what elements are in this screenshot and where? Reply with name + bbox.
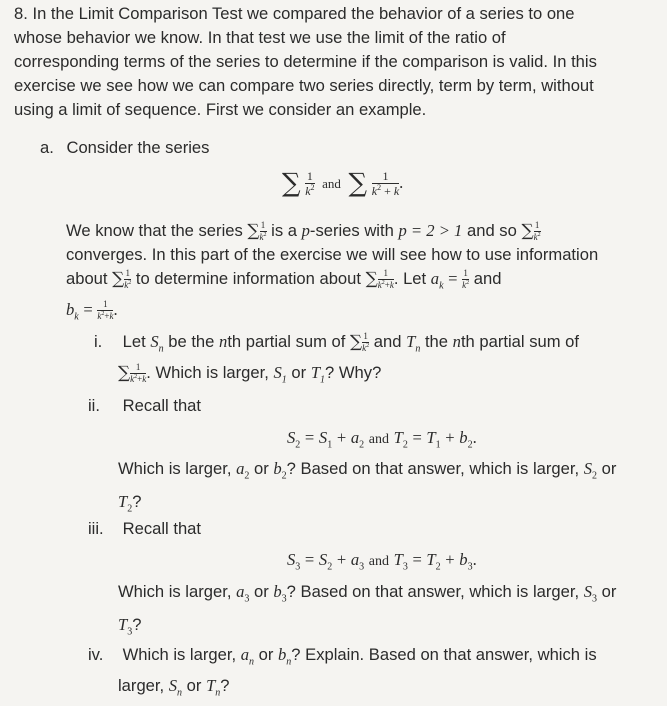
item-iii	[88, 517, 658, 541]
fraction-1-over-k2: $\frac{1}{k^2}$	[124, 268, 132, 290]
sigma-symbol: ∑	[350, 332, 363, 352]
fraction-1-over-k2: $\frac{1}{k^2}$	[533, 220, 541, 242]
sigma-symbol: ∑	[118, 363, 131, 384]
item-ii-heading: ii. Recall that	[88, 394, 658, 418]
fraction-1-over-k2: $\frac{1}{k^2}$	[462, 268, 470, 290]
intro-line-2: whose behavior we know. In that test we use the limit of the ratio of	[14, 28, 506, 47]
intro-line-1: 8. In the Limit Comparison Test we compared the behavior of a series to one	[14, 4, 575, 23]
part-a-heading	[40, 136, 209, 160]
fraction-1-over-k2-plus-k: $\frac{1}{k^2+k}$	[97, 299, 114, 321]
item-i-line-1: i. Let $S_n$ be the nth partial sum of ∑ $\frac{1}{k^2}$ and $T_n$ the nth partial sum of	[94, 331, 579, 355]
part-a-label: a.	[40, 138, 54, 157]
and-word: and	[322, 176, 341, 191]
item-i	[94, 330, 654, 393]
intro-line-4: exercise we see how we can compare two series directly, term by term, without	[14, 76, 594, 95]
item-ii-label: ii.	[88, 396, 100, 415]
paragraph-line-3: about ∑ $\frac{1}{k^2}$ to determine information about ∑ $\frac{1}{k^2+k}$ . Let $a_k$ = $\frac{1}{k^2}$ and	[66, 268, 502, 292]
item-ii	[88, 394, 658, 418]
item-i-line-2: ∑ $\frac{1}{k^2+k}$ . Which is larger, $S_1$ or $T_1$? Why?	[118, 362, 382, 386]
intro-line-3: corresponding terms of the series to determine if the comparison is valid. In this	[14, 52, 597, 71]
fraction-1-over-k2: $\frac{1}{k^2}$	[362, 331, 370, 353]
part-a-paragraph	[66, 219, 661, 330]
item-ii-equation: $S_2 = S_1 + a_2$ and $T_2 = T_1 + b_2$.	[287, 428, 477, 451]
fraction-1-over-k2-plus-k: $\frac{1}{k^2+k}$	[377, 268, 394, 290]
item-iii-label: iii.	[88, 519, 104, 538]
fraction-1-over-k2-plus-k: $\frac{1}{k^2+k}$	[130, 362, 147, 384]
sigma-symbol: ∑	[348, 168, 368, 199]
item-iv: iv. Which is larger, $a_n$ or $b_n$? Explain. Based on that answer, which is larger, $S_n$ or $T_n$?	[88, 645, 597, 699]
fraction-1-over-k2: $\frac{1}{k^2}$	[305, 169, 315, 198]
paragraph-line-2: converges. In this part of the exercise we will see how to use information	[66, 245, 599, 264]
item-iii-equation: $S_3 = S_2 + a_3$ and $T_3 = T_2 + b_3$.	[287, 550, 477, 573]
problem-number: 8.	[14, 4, 28, 23]
item-iii-question: Which is larger, $a_3$ or $b_3$? Based on that answer, which is larger, $S_3$ or $T_3$?	[118, 582, 617, 638]
sigma-symbol: ∑	[247, 221, 260, 241]
series-display: ∑ $\frac{1}{k^2}$ and ∑ $\frac{1}{k^2 + k}$ .	[282, 168, 404, 199]
item-ii-question: Which is larger, $a_2$ or $b_2$? Based on that answer, which is larger, $S_2$ or $T_2$?	[118, 459, 617, 515]
sigma-symbol: ∑	[112, 269, 125, 289]
intro-paragraph	[14, 2, 654, 122]
sigma-symbol: ∑	[282, 168, 301, 199]
paragraph-line-4: $b_k$ = $\frac{1}{k^2+k}$ .	[66, 299, 118, 323]
intro-line-5: using a limit of sequence. First we consider an example.	[14, 100, 427, 119]
sigma-symbol: ∑	[365, 269, 378, 289]
item-iii-heading: iii. Recall that	[88, 517, 658, 541]
item-iv-label: iv.	[88, 645, 104, 664]
sigma-symbol: ∑	[521, 221, 534, 241]
fraction-1-over-k2: $\frac{1}{k^2}$	[259, 220, 267, 242]
item-i-label: i.	[94, 332, 103, 351]
part-a-lead: Consider the series	[66, 138, 210, 157]
paragraph-line-1: We know that the series ∑ $\frac{1}{k^2}$ is a p-series with p = 2 > 1 and so ∑ $\frac{1}{k^2}$	[66, 220, 541, 242]
fraction-1-over-k2-plus-k: $\frac{1}{k^2 + k}$	[371, 169, 400, 198]
